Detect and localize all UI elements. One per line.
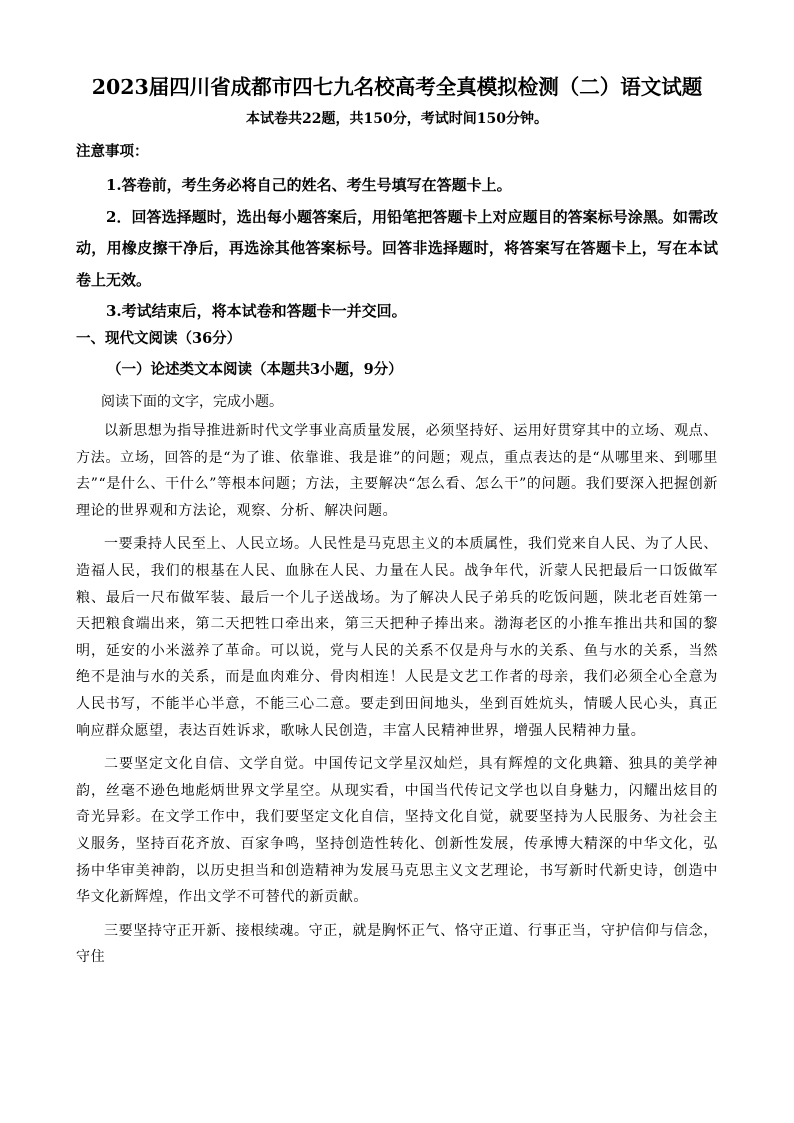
subsection-heading: （一）论述类文本阅读（本题共3小题，9分） bbox=[107, 361, 403, 378]
page-title: 2023届四川省成都市四七九名校高考全真模拟检测（二）语文试题 bbox=[91, 75, 703, 99]
notice-list bbox=[76, 170, 718, 328]
section-heading: 一、现代文阅读（36分） bbox=[76, 330, 242, 347]
notice-heading: 注意事项： bbox=[76, 143, 149, 160]
passage-paragraph-4: 三要坚持守正开新、接根续魂。守正，就是胸怀正气、恪守正道、行事正当，守护信仰与信念，守住 bbox=[76, 922, 718, 966]
reading-instruction: 阅读下面的文字，完成小题。 bbox=[101, 394, 283, 410]
passage-paragraph-2: 一要秉持人民至上、人民立场。人民性是马克思主义的本质属性，我们党来自人民、为了人民、造福人民，我们的根基在人民、血脉在人民、力量在人民。战争年代，沂蒙人民把最后一口饭做军粮、最后一尺布做军装、最后一个儿子送战场。为了解决人民子弟兵的吃饭问题，陕北老百姓第一天把粮食端出来，第二天把牲口牵出来，第三天把种子捧出来。渤海老区的小推车推出共和国的黎明，延安的小米滋养了革命。可以说，党与人民的关系不仅是舟与水的关系、鱼与水的关系，当然绝不是油与水的关系，而是血肉难分、骨肉相连！人民是文艺工作者的母亲，我们必须全心全意为人民书写，不能半心半意，不能三心二意。要走到田间地头，坐到百姓炕头，情暖人民心头，真正响应群众愿望，表达百姓诉求，歌咏人民创造，丰富人民精神世界，增强人民精神力量。 bbox=[76, 536, 718, 739]
notice-item-2: 2．回答选择题时，选出每小题答案后，用铅笔把答题卡上对应题目的答案标号涂黑。如需改动，用橡皮擦干净后，再选涂其他答案标号。回答非选择题时，将答案写在答题卡上，写在本试卷上无效。 bbox=[76, 207, 718, 289]
exam-info: 本试卷共22题，共150分，考试时间150分钟。 bbox=[246, 111, 548, 127]
reading-passage bbox=[76, 418, 718, 971]
notice-item-1: 1.答卷前，考生务必将自己的姓名、考生号填写在答题卡上。 bbox=[106, 176, 512, 194]
passage-paragraph-3: 二要坚定文化自信、文学自觉。中国传记文学星汉灿烂，具有辉煌的文化典籍、独具的美学神韵，丝毫不逊色地彪炳世界文学星空。从现实看，中国当代传记文学也以自身魅力，闪耀出炫目的奇光异彩。在文学工作中，我们要坚定文化自信，坚持文化自觉，就要坚持为人民服务、为社会主义服务，坚持百花齐放、百家争鸣，坚持创造性转化、创新性发展，传承博大精深的中华文化，弘扬中华审美神韵，以历史担当和创造精神为发展马克思主义文艺理论，书写新时代新史诗，创造中华文化新辉煌，作出文学不可替代的新贡献。 bbox=[76, 756, 718, 906]
passage-paragraph-1: 以新思想为指导推进新时代文学事业高质量发展，必须坚持好、运用好贯穿其中的立场、观点、方法。立场，回答的是“为了谁、依靠谁、我是谁”的问题；观点，重点表达的是“从哪里来、到哪里去”“是什么、干什么”等根本问题；方法，主要解决“怎么看、怎么干”的问题。我们要深入把握创新理论的世界观和方法论，观察、分析、解决问题。 bbox=[76, 423, 718, 519]
notice-item-3: 3.考试结束后，将本试卷和答题卡一并交回。 bbox=[106, 302, 407, 320]
